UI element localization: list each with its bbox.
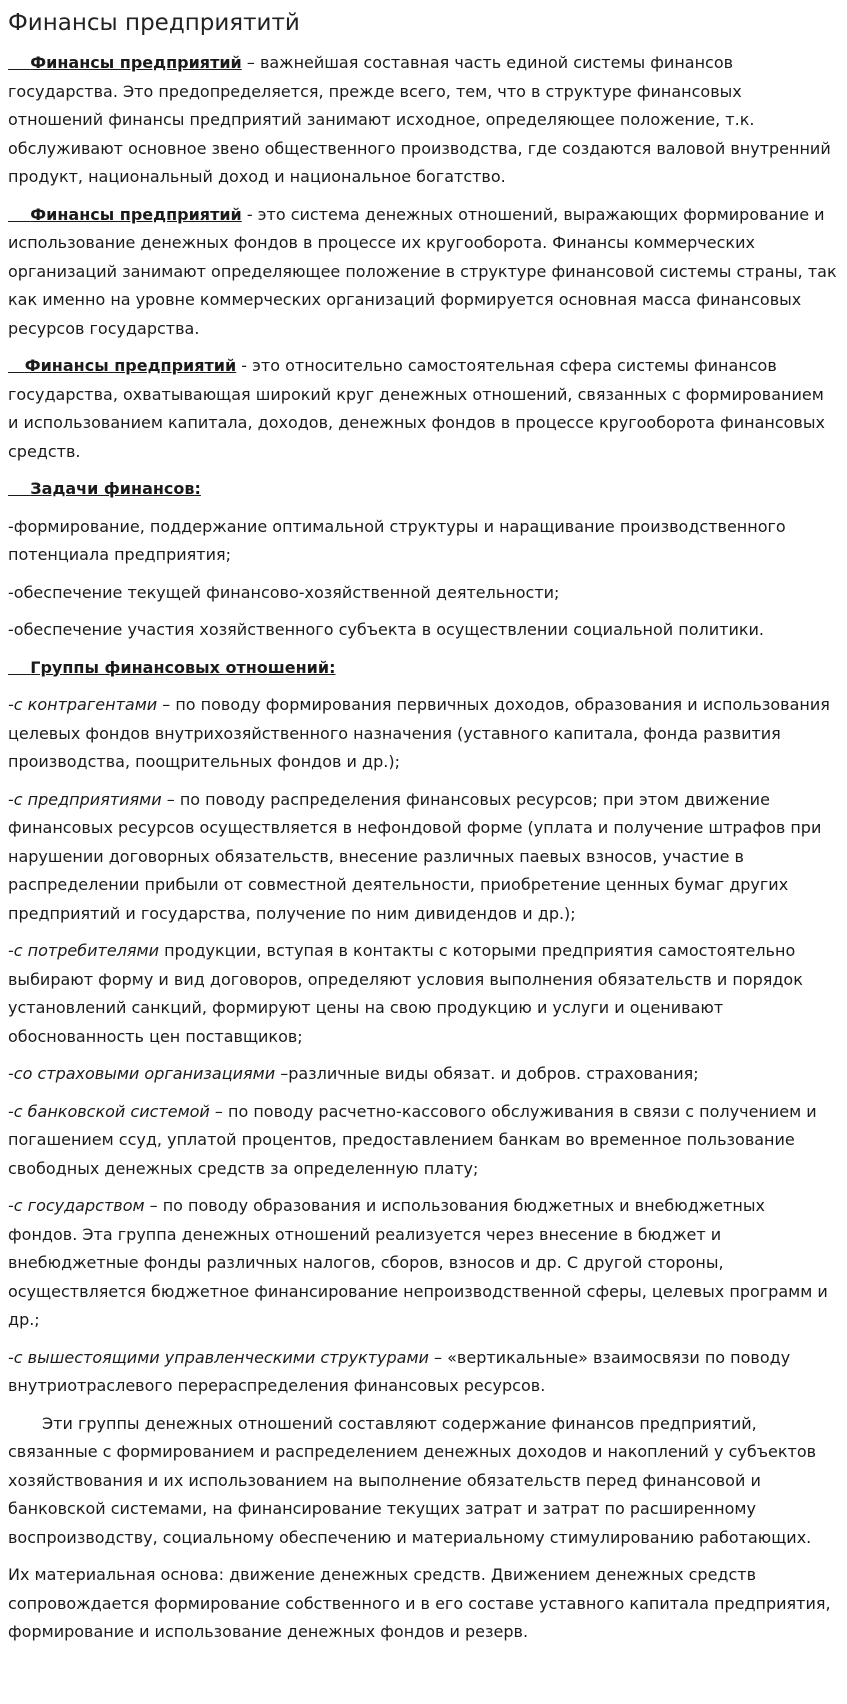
group-item bbox=[8, 1098, 839, 1184]
group-lead: -с предприятиями bbox=[8, 789, 162, 809]
paragraph-text: – важнейшая составная часть единой системы финансов государства. Это предопределяется, прежде всего, тем, что в структуре финансовых отношений финансы предприятий занимают исходное, определяющее положение, т.к. обслуживают основное звено общественного производства, где создаются валовой внутренний продукт, национальный доход и национальное богатство. bbox=[8, 53, 831, 186]
term-finance-enterprises: Финансы предприятий bbox=[30, 53, 242, 72]
group-lead: -с контрагентами bbox=[8, 695, 158, 714]
task-item: -обеспечение участия хозяйственного субъекта в осуществлении социальной политики. bbox=[8, 620, 764, 639]
group-text: – по поводу образования и использования бюджетных и внебюджетных фондов. Эта группа денежных отношений реализуется через внесение в бюджет и внебюджетные фонды различных налогов, сборов, взносов и др. С другой стороны, осуществляется бюджетное финансирование непроизводственной сферы, целевых программ и др.; bbox=[8, 1196, 828, 1329]
task-item: -обеспечение текущей финансово-хозяйственной деятельности; bbox=[8, 582, 560, 602]
task-item: -формирование, поддержание оптимальной структуры и наращивание производственного потенциала предприятия; bbox=[8, 516, 786, 564]
closing-paragraph-2: Их материальная основа: движение денежных средств. Движением денежных средств сопровождается формирование собственного и в его составе уставного капитала предприятия, формирование и использование денежных фондов и резерв. bbox=[8, 1565, 831, 1641]
group-lead: -с банковской системой bbox=[8, 1101, 210, 1121]
group-lead: -с вышестоящими управленческими структурами bbox=[8, 1347, 429, 1367]
groups-heading: Группы финансовых отношений: bbox=[30, 657, 336, 677]
tasks-heading: Задачи финансов: bbox=[30, 479, 201, 498]
paragraph-definition-3 bbox=[8, 352, 839, 466]
closing-paragraph-1: Эти группы денежных отношений составляют содержание финансов предприятий, связанные с формированием и распределением денежных доходов и накоплений у субъектов хозяйствования и их использованием на выполнение обязательств перед финансовой и банковской системами, на финансирование текущих затрат и затрат по расширенному воспроизводству, социальному обеспечению и материальному стимулированию работающих. bbox=[8, 1413, 817, 1547]
group-lead: -с потребителями bbox=[8, 941, 159, 960]
group-item bbox=[8, 1344, 839, 1401]
group-lead: -со страховыми организациями bbox=[8, 1064, 276, 1083]
paragraph-text: - это система денежных отношений, выражающих формирование и использование денежных фондов в процессе их кругооборота. Финансы коммерческих организаций занимают определяющее положение в структуре финансовой системы страны, так как именно на уровне коммерческих организаций формируется основная масса финансовых ресурсов государства. bbox=[8, 204, 837, 338]
page-title: Финансы предприятитй bbox=[8, 10, 300, 36]
group-item bbox=[8, 786, 839, 929]
group-item bbox=[8, 1060, 839, 1089]
group-lead: -с государством bbox=[8, 1196, 145, 1215]
group-item bbox=[8, 691, 839, 777]
paragraph-text: - это относительно самостоятельная сфера системы финансов государства, охватывающая широкий круг денежных отношений, связанных с формированием и использованием капитала, доходов, денежных фондов в процессе кругооборота финансовых средств. bbox=[8, 356, 825, 461]
group-text: – «вертикальные» взаимосвязи по поводу внутриотраслевого перераспределения финансовых ресурсов. bbox=[8, 1347, 791, 1395]
term-finance-enterprises: Финансы предприятий bbox=[24, 356, 237, 375]
group-text: – по поводу распределения финансовых ресурсов; при этом движение финансовых ресурсов осуществляется в нефондовой форме (уплата и получение штрафов при нарушении договорных обязательств, внесение различных паевых взносов, участие в распределении прибыли от совместной деятельности, приобретение ценных бумаг других предприятий и государства, получение по ним дивидендов и др.); bbox=[8, 789, 822, 923]
term-finance-enterprises: Финансы предприятий bbox=[30, 204, 242, 224]
group-text: – по поводу расчетно-кассового обслуживания в связи с получением и погашением ссуд, уплатой процентов, предоставлением банкам во временное пользование свободных денежных средств за определенную плату; bbox=[8, 1101, 817, 1178]
paragraph-definition-2 bbox=[8, 201, 839, 344]
group-item bbox=[8, 1192, 839, 1335]
group-text: продукции, вступая в контакты с которыми предприятия самостоятельно выбирают форму и вид договоров, определяют условия выполнения обязательств и порядок установлений санкций, формируют цены на свою продукцию и услуги и оценивают обоснованность цен поставщиков; bbox=[8, 941, 803, 1046]
group-text: – по поводу формирования первичных доходов, образования и использования целевых фондов внутрихозяйственного назначения (уставного капитала, фонда развития производства, поощрительных фондов и др.); bbox=[8, 695, 830, 771]
group-text: –различные виды обязат. и добров. страхования; bbox=[275, 1064, 699, 1083]
group-item bbox=[8, 937, 839, 1051]
paragraph-definition-1 bbox=[8, 49, 839, 192]
